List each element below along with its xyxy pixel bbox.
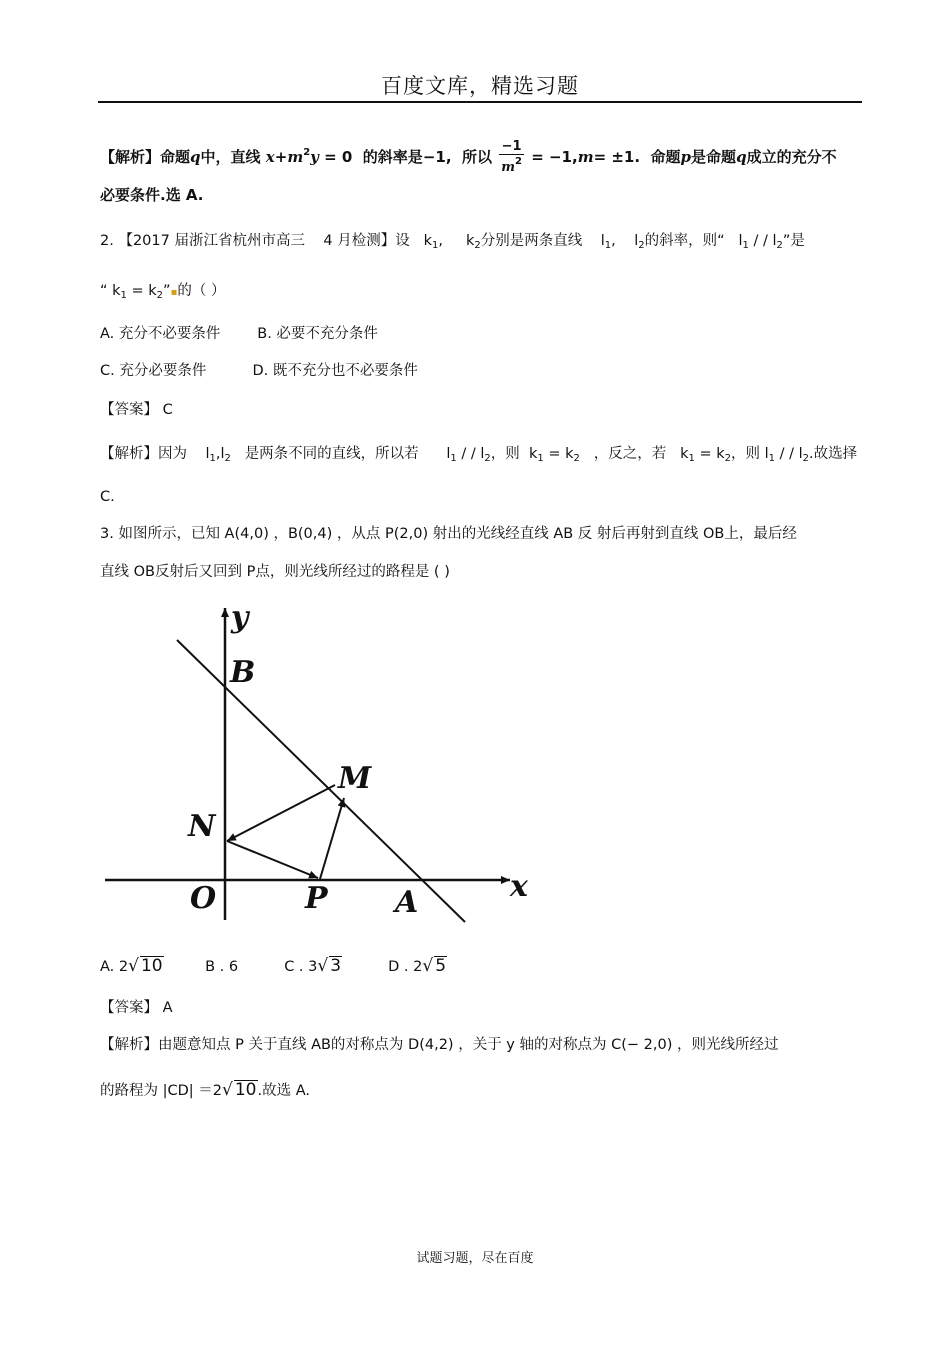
q3-stem-line1: 3. 如图所示，已知 A(4,0) ，B(0,4) ，从点 P(2,0) 射出的光线经直线 AB 反 射后再射到直线 OB上，最后经	[100, 526, 797, 542]
q2-analysis-line2: C.	[100, 489, 115, 505]
fraction: $\frac{-1}{m^2}$	[501, 139, 522, 175]
option-c: C . 3√ 3	[284, 956, 342, 976]
option-a: A. 2√ 10	[100, 956, 163, 976]
q2-answer: 【答案】 C	[100, 402, 173, 418]
q2-stem-line1: 2. 【2017 届浙江省杭州市高三 4 月检测】设 $k_1$, $k_2$分别是两条直线 $l_1$, $l_2$的斜率，则“ $l_1$ / / $l_2$”是	[100, 233, 805, 251]
option-a: A. 充分不必要条件	[100, 326, 221, 342]
q3-analysis-line2: 的路程为 |CD| ＝2√ 10.故选 A.	[100, 1080, 310, 1100]
label-x: x	[510, 869, 528, 904]
ray-n-to-p	[227, 841, 318, 878]
q3-analysis-line1: 【解析】由题意知点 P 关于直线 AB的对称点为 D(4,2) ，关于 y 轴的对称点为 C(− 2,0) ，则光线所经过	[100, 1037, 779, 1053]
page-title: 百度文库，精选习题	[381, 74, 579, 98]
reflection-diagram	[100, 600, 540, 930]
q2-options-ab	[100, 323, 378, 345]
page-footer: 试题习题，尽在百度	[416, 1251, 534, 1266]
option-d: D . 2√ 5	[388, 956, 447, 976]
q2-analysis-line1: 【解析】因为 $l_1,l_2$ 是两条不同的直线，所以若 $l_1$ / / $l_2$，则 $k_1 = k_2$ ，反之，若 $k_1 = k_2$，则 $l_1$ / / $l_2$.故选择	[100, 446, 858, 464]
label-n: N	[188, 809, 216, 844]
q3-stem-line2: 直线 OB反射后又回到 P点，则光线所经过的路程是 ( )	[100, 564, 450, 580]
q1-analysis-line1: 【解析】命题q中，直线 $x+m^2y = 0$ 的斜率是−1, 所以 $\frac{-1}{m^2}$ = −1,m= ±1. 命题p是命题q成立的充分不	[100, 139, 837, 175]
q3-answer: 【答案】 A	[100, 1000, 173, 1016]
label-a: A	[395, 885, 419, 920]
label-p: P	[305, 881, 328, 916]
label-m: M	[338, 761, 372, 796]
ray-p-to-m	[320, 798, 344, 879]
q2-options-cd	[100, 360, 418, 382]
option-b: B . 6	[205, 959, 239, 975]
ray-m-to-n	[227, 785, 335, 841]
header-divider	[98, 101, 862, 103]
q2-stem-line2: “ $k_1$ = $k_2”▪$的（ ）	[100, 283, 226, 301]
q3-options	[100, 955, 447, 978]
option-d: D. 既不充分也不必要条件	[252, 363, 418, 379]
label-b: B	[230, 655, 256, 690]
option-b: B. 必要不充分条件	[257, 326, 378, 342]
label-o: O	[190, 881, 217, 916]
label-y: y	[231, 600, 249, 635]
q1-analysis-line2: 必要条件.选 A.	[100, 186, 204, 204]
option-c: C. 充分必要条件	[100, 363, 207, 379]
